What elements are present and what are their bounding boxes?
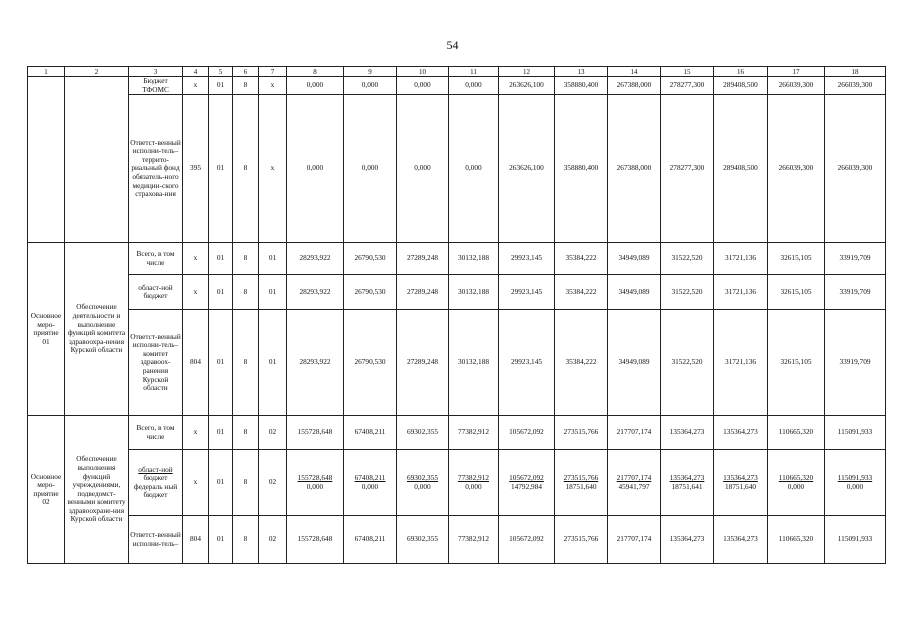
value-cell: 69302,355 bbox=[397, 516, 449, 564]
value-regional: 135364,273 bbox=[723, 473, 758, 483]
value-cell: 32615,105 bbox=[768, 310, 825, 416]
value-cell: 0,000 bbox=[287, 77, 344, 95]
source-label-top: област-ной bbox=[138, 464, 173, 474]
code-cell: 01 bbox=[209, 95, 233, 243]
code-cell: 8 bbox=[233, 243, 259, 275]
value-cell: 27289,248 bbox=[397, 275, 449, 310]
code-cell: 01 bbox=[209, 450, 233, 516]
value-cell: 31721,136 bbox=[714, 243, 768, 275]
value-regional: 67408,211 bbox=[354, 473, 386, 483]
value-federal: 0,000 bbox=[846, 481, 864, 491]
column-header: 1 bbox=[28, 67, 65, 77]
value-cell: 33919,709 bbox=[825, 275, 886, 310]
value-cell: 31522,520 bbox=[661, 310, 714, 416]
code-cell: x bbox=[259, 95, 287, 243]
value-cell: 278277,300 bbox=[661, 95, 714, 243]
code-cell: 01 bbox=[209, 77, 233, 95]
code-cell: 01 bbox=[209, 416, 233, 450]
value-cell bbox=[499, 450, 555, 516]
value-cell: 29923,145 bbox=[499, 310, 555, 416]
value-regional: 110665,320 bbox=[778, 473, 814, 483]
value-cell: 105672,092 bbox=[499, 416, 555, 450]
value-regional: 77382,912 bbox=[457, 473, 489, 483]
value-cell: 77382,912 bbox=[449, 516, 499, 564]
value-cell: 155728,648 bbox=[287, 416, 344, 450]
value-regional: 69302,355 bbox=[406, 473, 438, 483]
value-federal: 0,000 bbox=[787, 481, 805, 491]
value-cell: 289408,500 bbox=[714, 95, 768, 243]
value-cell: 105672,092 bbox=[499, 516, 555, 564]
value-cell: 32615,105 bbox=[768, 243, 825, 275]
value-cell: 27289,248 bbox=[397, 243, 449, 275]
value-cell: 67408,211 bbox=[344, 516, 397, 564]
column-header: 14 bbox=[608, 67, 661, 77]
value-cell: 32615,105 bbox=[768, 275, 825, 310]
table-row bbox=[28, 450, 886, 516]
value-cell: 110665,320 bbox=[768, 416, 825, 450]
value-cell: 31522,520 bbox=[661, 243, 714, 275]
value-cell: 358880,400 bbox=[555, 77, 608, 95]
value-cell: 266039,300 bbox=[825, 95, 886, 243]
value-cell: 0,000 bbox=[287, 95, 344, 243]
value-cell: 0,000 bbox=[397, 95, 449, 243]
source-cell: Ответст-венный исполни-тель– террито-риальный фонд обязатель-ного медицин-ского страхова-ния bbox=[129, 95, 183, 243]
code-cell: 8 bbox=[233, 516, 259, 564]
value-federal: 14792,984 bbox=[510, 481, 542, 491]
value-cell: 31721,136 bbox=[714, 275, 768, 310]
value-federal: 0,000 bbox=[414, 481, 431, 491]
column-header: 10 bbox=[397, 67, 449, 77]
value-cell bbox=[825, 450, 886, 516]
value-regional: 135364,273 bbox=[669, 473, 705, 483]
code-cell: 804 bbox=[183, 310, 209, 416]
measure-cell: Основное меро-приятие 01 bbox=[28, 243, 65, 416]
value-cell: 0,000 bbox=[397, 77, 449, 95]
column-header: 15 bbox=[661, 67, 714, 77]
value-cell: 26790,530 bbox=[344, 275, 397, 310]
table-row bbox=[28, 516, 886, 564]
column-header: 6 bbox=[233, 67, 259, 77]
code-cell: 01 bbox=[209, 275, 233, 310]
code-cell: 01 bbox=[209, 516, 233, 564]
value-federal: 0,000 bbox=[361, 481, 379, 491]
value-cell: 278277,300 bbox=[661, 77, 714, 95]
value-cell: 155728,648 bbox=[287, 516, 344, 564]
code-cell: 02 bbox=[259, 516, 287, 564]
table-row bbox=[28, 310, 886, 416]
value-cell: 273515,766 bbox=[555, 416, 608, 450]
column-header: 5 bbox=[209, 67, 233, 77]
code-cell: x bbox=[183, 416, 209, 450]
value-cell: 267388,000 bbox=[608, 77, 661, 95]
value-cell bbox=[608, 450, 661, 516]
empty-cell bbox=[65, 77, 129, 243]
value-cell: 266039,300 bbox=[768, 95, 825, 243]
value-cell: 135364,273 bbox=[661, 416, 714, 450]
source-cell: Ответст-венный исполни-тель– bbox=[129, 516, 183, 564]
column-header: 17 bbox=[768, 67, 825, 77]
value-cell bbox=[449, 450, 499, 516]
value-cell: 34949,089 bbox=[608, 275, 661, 310]
value-cell bbox=[397, 450, 449, 516]
value-cell bbox=[661, 450, 714, 516]
code-cell: 01 bbox=[209, 310, 233, 416]
code-cell: 01 bbox=[259, 243, 287, 275]
value-cell bbox=[287, 450, 344, 516]
column-header: 9 bbox=[344, 67, 397, 77]
value-cell: 0,000 bbox=[449, 77, 499, 95]
value-cell: 28293,922 bbox=[287, 310, 344, 416]
value-cell: 110665,320 bbox=[768, 516, 825, 564]
value-cell: 26790,530 bbox=[344, 243, 397, 275]
value-cell: 30132,188 bbox=[449, 275, 499, 310]
source-cell: Ответст-венный исполни-тель– комитет здравоох-ранения Курской области bbox=[129, 310, 183, 416]
value-cell: 0,000 bbox=[449, 95, 499, 243]
budget-table bbox=[27, 66, 886, 564]
value-federal: 0,000 bbox=[306, 481, 324, 491]
value-cell: 35384,222 bbox=[555, 243, 608, 275]
code-cell: x bbox=[183, 77, 209, 95]
value-cell: 29923,145 bbox=[499, 275, 555, 310]
measure-name-cell: Обеспечение выполнения функций учреждениями, подведомст-венными комитету здравоохране-ния Курской области bbox=[65, 416, 129, 564]
value-regional: 105672,092 bbox=[509, 473, 544, 483]
value-cell: 28293,922 bbox=[287, 275, 344, 310]
column-header: 4 bbox=[183, 67, 209, 77]
column-header: 2 bbox=[65, 67, 129, 77]
value-cell: 273515,766 bbox=[555, 516, 608, 564]
value-cell: 33919,709 bbox=[825, 310, 886, 416]
value-cell bbox=[555, 450, 608, 516]
table-body bbox=[28, 67, 886, 564]
code-cell: 8 bbox=[233, 310, 259, 416]
column-header: 16 bbox=[714, 67, 768, 77]
value-cell: 0,000 bbox=[344, 95, 397, 243]
value-cell: 33919,709 bbox=[825, 243, 886, 275]
value-regional: 115091,933 bbox=[837, 473, 873, 483]
value-cell: 266039,300 bbox=[768, 77, 825, 95]
value-cell: 115091,933 bbox=[825, 416, 886, 450]
value-federal: 45941,797 bbox=[618, 481, 650, 491]
source-cell: Бюджет ТФОМС bbox=[129, 77, 183, 95]
code-cell: 8 bbox=[233, 77, 259, 95]
header-row bbox=[28, 67, 886, 77]
value-cell: 115091,933 bbox=[825, 516, 886, 564]
code-cell: 395 bbox=[183, 95, 209, 243]
code-cell: 01 bbox=[259, 275, 287, 310]
value-cell: 135364,273 bbox=[714, 416, 768, 450]
value-federal: 18751,640 bbox=[565, 481, 597, 491]
source-cell: област-ной бюджет bbox=[129, 275, 183, 310]
value-cell: 35384,222 bbox=[555, 275, 608, 310]
value-cell: 77382,912 bbox=[449, 416, 499, 450]
measure-name-cell: Обеспечение деятельности и выполнение функций комитета здравоохра-нения Курской области bbox=[65, 243, 129, 416]
value-cell bbox=[344, 450, 397, 516]
value-cell: 358880,400 bbox=[555, 95, 608, 243]
table-row bbox=[28, 275, 886, 310]
code-cell: 01 bbox=[209, 243, 233, 275]
value-federal: 0,000 bbox=[465, 481, 482, 491]
value-cell: 263626,100 bbox=[499, 95, 555, 243]
page-number: 54 bbox=[446, 38, 459, 52]
column-header: 7 bbox=[259, 67, 287, 77]
value-federal: 18751,640 bbox=[724, 481, 756, 491]
value-federal: 18751,641 bbox=[671, 481, 703, 491]
code-cell: 804 bbox=[183, 516, 209, 564]
value-cell: 29923,145 bbox=[499, 243, 555, 275]
value-cell bbox=[768, 450, 825, 516]
value-cell: 35384,222 bbox=[555, 310, 608, 416]
code-cell: 8 bbox=[233, 416, 259, 450]
table-row bbox=[28, 77, 886, 95]
source-cell: Всего, в том числе bbox=[129, 416, 183, 450]
value-regional: 217707,174 bbox=[616, 473, 652, 483]
value-cell: 27289,248 bbox=[397, 310, 449, 416]
value-regional: 155728,648 bbox=[297, 473, 333, 483]
measure-cell: Основное меро-приятие 02 bbox=[28, 416, 65, 564]
source-label-bottom: бюджет федераль ный бюджет bbox=[133, 473, 178, 500]
column-header: 13 bbox=[555, 67, 608, 77]
value-cell: 26790,530 bbox=[344, 310, 397, 416]
code-cell: 8 bbox=[233, 450, 259, 516]
code-cell: 02 bbox=[259, 416, 287, 450]
code-cell: x bbox=[259, 77, 287, 95]
value-cell: 217707,174 bbox=[608, 516, 661, 564]
value-cell: 34949,089 bbox=[608, 243, 661, 275]
value-cell: 289408,500 bbox=[714, 77, 768, 95]
code-cell: 8 bbox=[233, 95, 259, 243]
table-row bbox=[28, 243, 886, 275]
value-cell: 135364,273 bbox=[661, 516, 714, 564]
column-header: 11 bbox=[449, 67, 499, 77]
value-cell: 217707,174 bbox=[608, 416, 661, 450]
table-row bbox=[28, 95, 886, 243]
code-cell: 02 bbox=[259, 450, 287, 516]
code-cell: x bbox=[183, 243, 209, 275]
value-cell: 34949,089 bbox=[608, 310, 661, 416]
value-cell: 30132,188 bbox=[449, 310, 499, 416]
source-cell: Всего, в том числе bbox=[129, 243, 183, 275]
value-cell: 0,000 bbox=[344, 77, 397, 95]
value-cell: 135364,273 bbox=[714, 516, 768, 564]
value-cell: 31522,520 bbox=[661, 275, 714, 310]
code-cell: x bbox=[183, 275, 209, 310]
value-cell: 28293,922 bbox=[287, 243, 344, 275]
code-cell: x bbox=[183, 450, 209, 516]
value-cell: 69302,355 bbox=[397, 416, 449, 450]
value-cell bbox=[714, 450, 768, 516]
value-cell: 67408,211 bbox=[344, 416, 397, 450]
empty-cell bbox=[28, 77, 65, 243]
column-header: 8 bbox=[287, 67, 344, 77]
source-cell bbox=[129, 450, 183, 516]
column-header: 12 bbox=[499, 67, 555, 77]
value-cell: 30132,188 bbox=[449, 243, 499, 275]
value-cell: 31721,136 bbox=[714, 310, 768, 416]
code-cell: 8 bbox=[233, 275, 259, 310]
column-header: 3 bbox=[129, 67, 183, 77]
column-header: 18 bbox=[825, 67, 886, 77]
value-cell: 263626,100 bbox=[499, 77, 555, 95]
value-regional: 273515,766 bbox=[563, 473, 599, 483]
table-row bbox=[28, 416, 886, 450]
value-cell: 267388,000 bbox=[608, 95, 661, 243]
code-cell: 01 bbox=[259, 310, 287, 416]
value-cell: 266039,300 bbox=[825, 77, 886, 95]
